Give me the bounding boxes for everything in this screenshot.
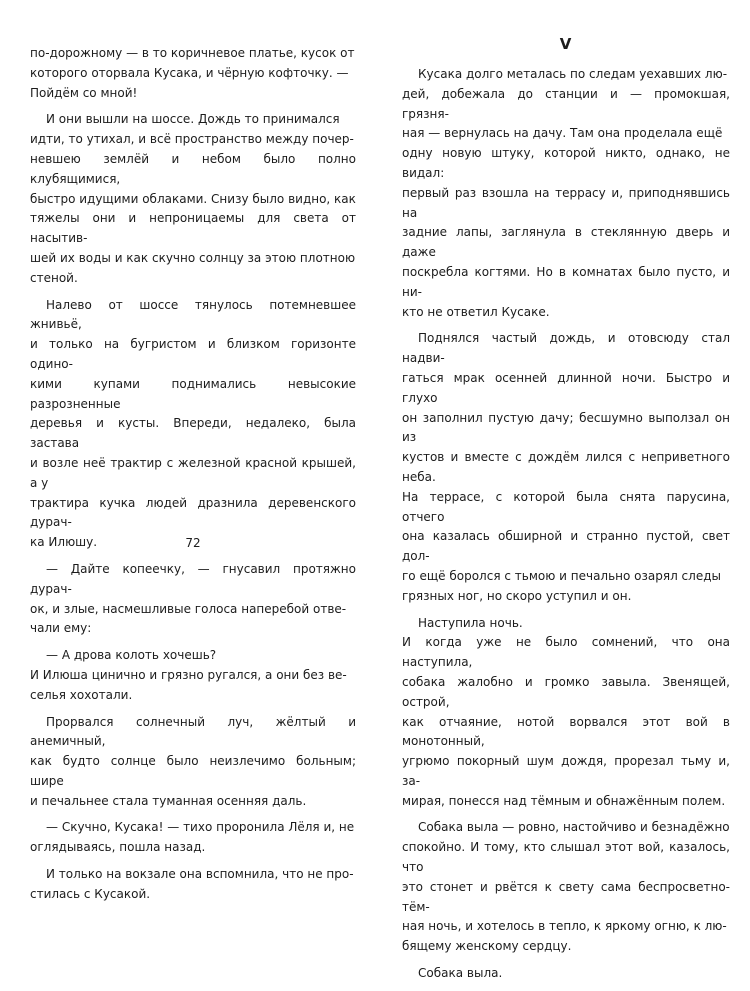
right-page [402,34,730,991]
left-paragraph-3: Налево от шоссе тянулось потемневшее жнивьё, и только на бугристом и близком горизонте одино- кими купами поднимались невысокие разрозненные деревья и кусты. Впереди, недалеко, была застава и возле неё трактир с железной красной крышей, а у трактира кучка людей дразнила деревенского дурач- ка Илюшу. [30,297,356,550]
page-number: 72 [185,536,201,550]
left-page [30,44,356,912]
left-paragraph-7: — Скучно, Кусака! — тихо проронила Лёля и, не оглядываясь, пошла назад. [30,820,355,855]
left-paragraph-1: по-дорожному — в то коричневое платье, кусок от которого оторвала Кусака, и чёрную кофточку. — Пойдём со мной! [30,46,355,100]
chapter-heading: V [559,35,573,53]
left-paragraph-6: Прорвался солнечный луч, жёлтый и анемичный, как будто солнце было неизлечимо больным; шире и печальнее стала туманная осенняя даль. [30,714,356,808]
left-paragraph-8: И только на вокзале она вспомнила, что не про- стилась с Кусакой. [30,867,354,901]
right-paragraph-4: Собака выла — ровно, настойчиво и безнадёжно спокойно. И тому, кто слышал этот вой, казалось, что это стонет и рвётся к свету сама беспросветно-тём- ная ночь, и хотелось в тепло, к яркому огню, к лю- бящему женскому сердцу. [402,820,730,954]
right-paragraph-1: Кусака долго металась по следам уехавших лю- дей, добежала до станции и — промокшая, грязня- ная — вернулась на дачу. Там она проделала ещё одну новую штуку, которой никто, однако, не видал: первый раз взошла на террасу и, приподнявшись на задние лапы, заглянула в стеклянную дверь и даже поскребла когтями. Но в комнатах было пусто, и ни- кто не ответил Кусаке. [402,67,730,319]
left-paragraph-2: И они вышли на шоссе. Дождь то принимался идти, то утихал, и всё пространство между почер- невшею землёй и небом было полно клубящимися, быстро идущими облаками. Снизу было видно, как тяжелы они и непроницаемы для света от насытив- шей их воды и как скучно солнцу за этою плотною стеной. [30,112,356,285]
left-paragraph-5: — А дрова колоть хочешь? И Илюша цинично и грязно ругался, а они без ве- селья хохотали. [30,648,347,702]
left-paragraph-4: — Дайте копеечку, — гнусавил протяжно дурач- ок, и злые, насмешливые голоса наперебой отве- чали ему: [30,561,356,636]
right-paragraph-5: Собака выла. [418,966,503,981]
right-paragraph-2: Поднялся частый дождь, и отовсюду стал надви- гаться мрак осенней длинной ночи. Быстро и глухо он заполнил пустую дачу; бесшумно выползал он из кустов и вместе с дождём лился с неприветного неба. На террасе, с которой была снята парусина, отчего она казалась обширной и странно пустой, свет дол- го ещё боролся с тьмою и печально озарял следы грязных ног, но скоро уступил и он. [402,331,730,603]
right-paragraph-3: Наступила ночь. И когда уже не было сомнений, что она наступила, собака жалобно и громко завыла. Звенящей, острой, как отчаяние, нотой ворвался этот вой в монотонный, угрюмо покорный шум дождя, прорезал тьму и, за- мирая, понесся над тёмным и обнажённым полем. [402,615,730,808]
